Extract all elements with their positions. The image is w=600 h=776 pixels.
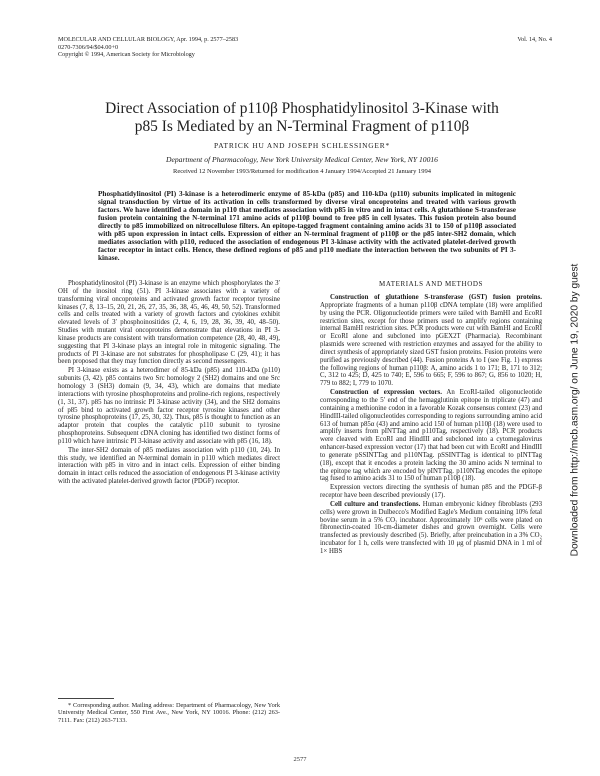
- watermark-text: Downloaded from http://mcb.asm.org/ on June 19, 2020 by guest: [569, 263, 581, 557]
- corresponding-author-footnote: * Corresponding author. Mailing address: Department of Pharmacology, New York University Medical Center, 550 First Ave., New York, NY 10016. Phone: (212) 263-7111. Fax: (212) 263-7133.: [58, 702, 280, 724]
- paragraph-body: Appropriate fragments of a human p110β cDNA template (18) were amplified by using the PCR. Oligonucleotide primers were tailed with BamHI and EcoRI restriction sites, except for those primers used to amplify regions containing internal BamHI restriction sites. PCR products were cut with BamHI and EcoRI or EcoRI alone and subcloned into pGEX2T (Pharmacia). Recombinant plasmids were screened with restriction enzymes and assayed for the ability to direct synthesis of appropriately sized GST fusion proteins. Fusion proteins were purified as previously described (44). Fusion proteins A to I (see Fig. 1) express the following regions of human p110β: A, amino acids 1 to 171; B, 171 to 312; C, 312 to 425; D, 425 to 740; E, 596 to 665; F, 596 to 867; G, 856 to 1020; H, 779 to 882; I, 779 to 1070.: [320, 301, 542, 388]
- paragraph-body: Human embryonic kidney fibroblasts (293 cells) were grown in Dulbecco's Modified Eagle's Medium containing 10% fetal bovine serum in a 5% CO₂ incubator. Approximately 10⁶ cells were plated on fibronectin-coated 10-cm-diameter dishes and grown overnight. Cells were transfected as previously described (5). Briefly, after preincubation in a 3% CO₂ incubator for 1 h, cells were transfected with 10 μg of plasmid DNA in 1 ml of 1× HBS: [320, 500, 542, 555]
- issn-line: 0270-7306/94/$04.00+0: [58, 43, 119, 51]
- received-dates: Received 12 November 1993/Returned for modification 4 January 1994/Accepted 21 January 1994: [173, 168, 431, 175]
- run-in-heading: Construction of expression vectors.: [330, 389, 442, 397]
- article-title: [60, 100, 544, 136]
- title-line-2: p85 Is Mediated by an N-Terminal Fragment of p110β: [134, 118, 470, 135]
- methods-paragraph-receptor: Expression vectors directing the synthesis of human p85 and the PDGF-β receptor have been described previously (17).: [320, 484, 542, 500]
- methods-paragraph-cell-culture: [320, 501, 542, 556]
- left-column: [58, 280, 280, 486]
- intro-paragraph-2: PI 3-kinase exists as a heterodimer of 85-kDa (p85) and 110-kDa (p110) subunits (3, 42). p85 contains two Src homology 2 (SH2) domains and one Src homology 3 (SH3) domain (9, 34, 43), which are domains that mediate interactions with tyrosine phosphoproteins and proline-rich regions, respectively (1, 31, 37). p85 has no intrinsic PI 3-kinase activity (34), and the SH2 domains of p85 bind to activated growth factor receptor tyrosine kinases and other tyrosine phosphoproteins (17, 25, 30, 32). Thus, p85 is thought to function as an adaptor protein that couples the catalytic p110 subunit to tyrosine phosphoproteins. Subsequent cDNA cloning has identified two distinct forms of p110 which have intrinsic PI 3-kinase activity and associate with p85 (16, 18).: [58, 367, 280, 445]
- running-header: [58, 36, 318, 59]
- section-heading: MATERIALS AND METHODS: [379, 280, 483, 288]
- right-column: [320, 280, 542, 556]
- intro-paragraph-3: The inter-SH2 domain of p85 mediates association with p110 (10, 24). In this study, we identified an N-terminal domain in p110 which mediates direct interaction with p85 in vitro and in intact cells. Expression of either binding domain in intact cells reduced the association of endogenous PI 3-kinase activity with the activated platelet-derived growth factor (PDGF) receptor.: [58, 446, 280, 486]
- paragraph-body: An EcoRI-tailed oligonucleotide corresponding to the 5′ end of the hemagglutinin epitope in triplicate (47) and containing a methionine codon in a favorable Kozak consensus context (23) and HindIII-tailed oligonucleotides corresponding to regions surrounding amino acid 613 of human p85α (43) and amino acid 150 of human p110β (18) were used to amplify inserts from pINTTag and p110Tag, respectively (18). PCR products were cleaved with EcoRI and HindIII and subcloned into a cytomegalovirus enhancer-based expression vector (17) that had been cut with EcoRI and HindIII to generate pSSINTTag and p110NTag. pSSINTTag is identical to pINTTag (18), except that it encodes a protein lacking the 30 amino acids N terminal to the epitope tag which are encoded by pINTTag. p110NTag encodes the epitope tag fused to amino acids 31 to 150 of human p110β (18).: [320, 389, 542, 483]
- title-line-1: Direct Association of p110β Phosphatidylinositol 3-Kinase with: [105, 100, 499, 117]
- abstract: Phosphatidylinositol (PI) 3-kinase is a heterodimeric enzyme of 85-kDa (p85) and 110-kDa (p110) subunits implicated in mitogenic signal transduction by virtue of its activation in cells transformed by diverse viral oncoproteins and treated with various growth factors. We have identified a domain in p110 that mediates association with p85 in vitro and in intact cells. A glutathione S-transferase fusion protein containing the N-terminal 171 amino acids of p110β bound to free p85 in cell lysates. This fusion protein also bound directly to p85 immobilized on nitrocellulose filters. An epitope-tagged fragment containing amino acids 31 to 150 of p110β associated with p85 upon expression in intact cells. Expression of either an N-terminal fragment of p110β or the p85 inter-SH2 domain, which mediates association with p110, reduced the association of endogenous PI 3-kinase activity with the activated platelet-derived growth factor receptor in intact cells. Hence, these defined regions of p85 and p110 mediate the interaction between the two subunits of PI 3-kinase.: [98, 190, 516, 263]
- intro-paragraph-1: Phosphatidylinositol (PI) 3-kinase is an enzyme which phosphorylates the 3′ OH of the inositol ring (51). PI 3-kinase associates with a variety of transforming viral oncoproteins and activated growth factor receptor tyrosine kinases (7, 8, 13–15, 20, 21, 26, 27, 35, 36, 38, 45, 46, 49, 50, 52). Transformed cells and cells treated with a variety of growth factors and cytokines exhibit elevated levels of 3′ phosphoinositides (2, 4, 6, 19, 28, 36, 39, 40, 48–50). Studies with mutant viral oncoproteins demonstrate that elevations in PI 3-kinase products are consistent with transformation competence (28, 40, 48, 49), suggesting that PI 3-kinase plays an integral role in mitogenic signaling. The products of PI 3-kinase are not substrates for phospholipase C (29, 41); it has been proposed that they may function directly as second messengers.: [58, 280, 280, 366]
- methods-paragraph-vectors: [320, 389, 542, 483]
- run-in-heading: Construction of glutathione S-transferase (GST) fusion proteins.: [330, 294, 542, 301]
- footnote-rule: [58, 698, 114, 699]
- copyright-line: Copyright © 1994, American Society for Microbiology: [58, 51, 195, 59]
- methods-paragraph-gst: [320, 294, 542, 388]
- affiliation: Department of Pharmacology, New York University Medical Center, New York, NY 10016: [166, 155, 438, 164]
- run-in-heading: Cell culture and transfections.: [330, 500, 421, 508]
- author-list: PATRICK HU AND JOSEPH SCHLESSINGER*: [214, 141, 390, 150]
- page-number: 2577: [293, 756, 307, 763]
- volume-line: Vol. 14, No. 4: [517, 36, 552, 43]
- journal-line: MOLECULAR AND CELLULAR BIOLOGY, Apr. 1994, p. 2577–2583: [58, 36, 239, 43]
